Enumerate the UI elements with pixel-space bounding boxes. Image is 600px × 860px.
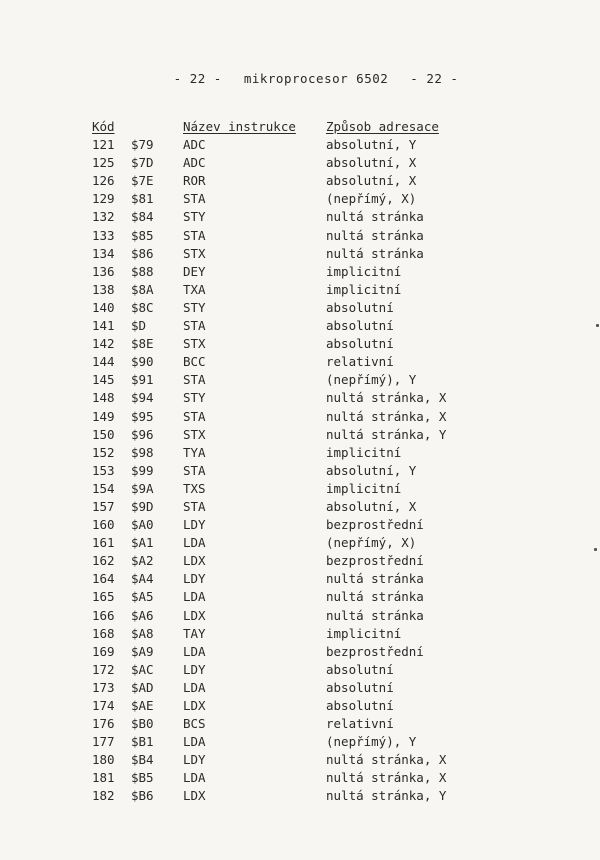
table-row (0, 733, 600, 751)
code-hex: $A0 (131, 517, 154, 533)
instruction-name: STA (183, 462, 206, 478)
code-hex: $9D (131, 498, 154, 514)
code-decimal: 154 (92, 480, 115, 496)
code-decimal: 148 (92, 390, 115, 406)
instruction-name: STY (183, 209, 206, 225)
code-decimal: 134 (92, 245, 115, 261)
addressing-mode: (nepřímý), Y (326, 372, 417, 388)
instruction-name: DEY (183, 263, 206, 279)
code-hex: $B5 (131, 770, 154, 786)
table-row (0, 136, 600, 154)
page-title: mikroprocesor 6502 (243, 71, 389, 86)
addressing-mode: nultá stránka (326, 607, 424, 623)
code-hex: $A6 (131, 607, 154, 623)
addressing-mode: (nepřímý), Y (326, 734, 417, 750)
instruction-name: BCC (183, 354, 206, 370)
column-header-mode: Způsob adresace (326, 119, 439, 134)
page-number-left: - 22 - (173, 71, 222, 86)
code-decimal: 138 (92, 281, 115, 297)
addressing-mode: (nepřímý, X) (326, 535, 417, 551)
addressing-mode: absolutní, X (326, 155, 417, 171)
table-row (0, 172, 600, 190)
code-decimal: 145 (92, 372, 115, 388)
code-hex: $8A (131, 281, 154, 297)
code-decimal: 133 (92, 227, 115, 243)
instruction-name: LDX (183, 607, 206, 623)
code-hex: $AD (131, 679, 154, 695)
instruction-name: STX (183, 245, 206, 261)
code-decimal: 164 (92, 571, 115, 587)
code-decimal: 150 (92, 426, 115, 442)
addressing-mode: absolutní, Y (326, 137, 417, 153)
instruction-name: LDX (183, 553, 206, 569)
table-row (0, 643, 600, 661)
code-decimal: 125 (92, 155, 115, 171)
table-row (0, 751, 600, 769)
addressing-mode: absolutní (326, 679, 394, 695)
instruction-name: ADC (183, 155, 206, 171)
code-hex: $86 (131, 245, 154, 261)
addressing-mode: bezprostřední (326, 643, 424, 659)
code-hex: $B4 (131, 752, 154, 768)
instruction-name: LDA (183, 734, 206, 750)
code-decimal: 161 (92, 535, 115, 551)
addressing-mode: relativní (326, 716, 394, 732)
instruction-name: STA (183, 498, 206, 514)
column-header-name: Název instrukce (183, 119, 296, 134)
code-hex: $AC (131, 661, 154, 677)
table-row (0, 679, 600, 697)
table-row (0, 371, 600, 389)
table-row (0, 353, 600, 371)
instruction-name: LDA (183, 589, 206, 605)
addressing-mode: nultá stránka (326, 245, 424, 261)
code-hex: $81 (131, 191, 154, 207)
table-row (0, 570, 600, 588)
addressing-mode: nultá stránka, Y (326, 788, 447, 804)
addressing-mode: implicitní (326, 263, 402, 279)
table-row (0, 769, 600, 787)
code-decimal: 172 (92, 661, 115, 677)
addressing-mode: implicitní (326, 625, 402, 641)
addressing-mode: bezprostřední (326, 517, 424, 533)
instruction-name: STX (183, 426, 206, 442)
code-decimal: 142 (92, 336, 115, 352)
addressing-mode: absolutní (326, 336, 394, 352)
code-decimal: 129 (92, 191, 115, 207)
instruction-name: ADC (183, 137, 206, 153)
table-row (0, 516, 600, 534)
code-hex: $96 (131, 426, 154, 442)
table-row (0, 190, 600, 208)
table-row (0, 715, 600, 733)
code-decimal: 132 (92, 209, 115, 225)
addressing-mode: nultá stránka (326, 209, 424, 225)
table-row (0, 317, 600, 335)
instruction-name: STX (183, 336, 206, 352)
table-row (0, 154, 600, 172)
instruction-name: TXA (183, 281, 206, 297)
code-hex: $B1 (131, 734, 154, 750)
code-hex: $9A (131, 480, 154, 496)
code-hex: $A9 (131, 643, 154, 659)
addressing-mode: absolutní (326, 661, 394, 677)
addressing-mode: implicitní (326, 480, 402, 496)
table-row (0, 661, 600, 679)
code-decimal: 168 (92, 625, 115, 641)
instruction-name: LDY (183, 752, 206, 768)
instruction-name: STA (183, 372, 206, 388)
instruction-name: LDA (183, 679, 206, 695)
instruction-name: ROR (183, 173, 206, 189)
code-decimal: 149 (92, 408, 115, 424)
code-hex: $A8 (131, 625, 154, 641)
table-row (0, 534, 600, 552)
instruction-name: STA (183, 227, 206, 243)
table-row (0, 299, 600, 317)
code-hex: $99 (131, 462, 154, 478)
table-row (0, 552, 600, 570)
addressing-mode: nultá stránka, X (326, 770, 447, 786)
code-decimal: 136 (92, 263, 115, 279)
table-row (0, 480, 600, 498)
code-hex: $7D (131, 155, 154, 171)
instruction-name: STA (183, 318, 206, 334)
code-decimal: 157 (92, 498, 115, 514)
page-header (0, 56, 600, 101)
addressing-mode: absolutní, X (326, 498, 417, 514)
code-hex: $A2 (131, 553, 154, 569)
code-decimal: 169 (92, 643, 115, 659)
instruction-name: STY (183, 390, 206, 406)
code-decimal: 153 (92, 462, 115, 478)
code-hex: $8C (131, 299, 154, 315)
code-decimal: 144 (92, 354, 115, 370)
table-row (0, 389, 600, 407)
code-decimal: 166 (92, 607, 115, 623)
table-row (0, 462, 600, 480)
code-hex: $84 (131, 209, 154, 225)
code-hex: $79 (131, 137, 154, 153)
addressing-mode: nultá stránka, X (326, 408, 447, 424)
code-decimal: 181 (92, 770, 115, 786)
addressing-mode: nultá stránka, Y (326, 426, 447, 442)
instruction-name: LDY (183, 661, 206, 677)
table-body (0, 136, 600, 805)
addressing-mode: absolutní, X (326, 173, 417, 189)
code-hex: $85 (131, 227, 154, 243)
code-decimal: 182 (92, 788, 115, 804)
code-decimal: 121 (92, 137, 115, 153)
table-row (0, 281, 600, 299)
addressing-mode: implicitní (326, 444, 402, 460)
code-hex: $A5 (131, 589, 154, 605)
table-row (0, 787, 600, 805)
addressing-mode: relativní (326, 354, 394, 370)
instruction-name: LDX (183, 698, 206, 713)
column-header-code: Kód (92, 119, 115, 134)
addressing-mode: nultá stránka (326, 589, 424, 605)
addressing-mode: nultá stránka (326, 227, 424, 243)
code-hex: $7E (131, 173, 154, 189)
code-hex: $90 (131, 354, 154, 370)
code-decimal: 177 (92, 734, 115, 750)
table-row (0, 245, 600, 263)
instruction-name: LDA (183, 643, 206, 659)
addressing-mode: absolutní (326, 698, 394, 713)
instruction-name: STA (183, 408, 206, 424)
addressing-mode: implicitní (326, 281, 402, 297)
addressing-mode: nultá stránka (326, 571, 424, 587)
addressing-mode: absolutní (326, 318, 394, 334)
addressing-mode: (nepřímý, X) (326, 191, 417, 207)
table-row (0, 408, 600, 426)
code-decimal: 160 (92, 517, 115, 533)
instruction-name: LDX (183, 788, 206, 804)
code-hex: $94 (131, 390, 154, 406)
addressing-mode: nultá stránka, X (326, 390, 447, 406)
instruction-name: STY (183, 299, 206, 315)
code-hex: $8E (131, 336, 154, 352)
code-hex: $98 (131, 444, 154, 460)
code-decimal: 173 (92, 679, 115, 695)
code-hex: $D (131, 318, 147, 334)
instruction-name: TYA (183, 444, 206, 460)
table-row (0, 227, 600, 245)
instruction-name: LDY (183, 571, 206, 587)
instruction-name: BCS (183, 716, 206, 732)
table-row (0, 208, 600, 226)
addressing-mode: absolutní, Y (326, 462, 417, 478)
code-decimal: 140 (92, 299, 115, 315)
table-row (0, 588, 600, 606)
instruction-name: LDY (183, 517, 206, 533)
code-decimal: 174 (92, 698, 115, 713)
instruction-name: STA (183, 191, 206, 207)
table-header-row (0, 118, 600, 136)
table-row (0, 607, 600, 625)
instruction-name: LDA (183, 535, 206, 551)
instruction-name: TAY (183, 625, 206, 641)
table-row (0, 335, 600, 353)
scan-mark (594, 548, 597, 551)
code-hex: $95 (131, 408, 154, 424)
table-row (0, 697, 600, 715)
code-hex: $A1 (131, 535, 154, 551)
code-decimal: 176 (92, 716, 115, 732)
instruction-name: TXS (183, 480, 206, 496)
page-number-right: - 22 - (410, 71, 459, 86)
code-decimal: 165 (92, 589, 115, 605)
table-row (0, 498, 600, 516)
table-row (0, 625, 600, 643)
instruction-name: LDA (183, 770, 206, 786)
addressing-mode: bezprostřední (326, 553, 424, 569)
code-hex: $91 (131, 372, 154, 388)
code-decimal: 162 (92, 553, 115, 569)
code-hex: $AE (131, 698, 154, 713)
code-hex: $B0 (131, 716, 154, 732)
code-hex: $A4 (131, 571, 154, 587)
table-row (0, 426, 600, 444)
addressing-mode: nultá stránka, X (326, 752, 447, 768)
code-decimal: 126 (92, 173, 115, 189)
instruction-table (0, 118, 600, 806)
addressing-mode: absolutní (326, 299, 394, 315)
code-decimal: 152 (92, 444, 115, 460)
table-row (0, 444, 600, 462)
table-row (0, 263, 600, 281)
code-decimal: 141 (92, 318, 115, 334)
code-hex: $B6 (131, 788, 154, 804)
code-hex: $88 (131, 263, 154, 279)
code-decimal: 180 (92, 752, 115, 768)
scan-mark (596, 324, 599, 327)
